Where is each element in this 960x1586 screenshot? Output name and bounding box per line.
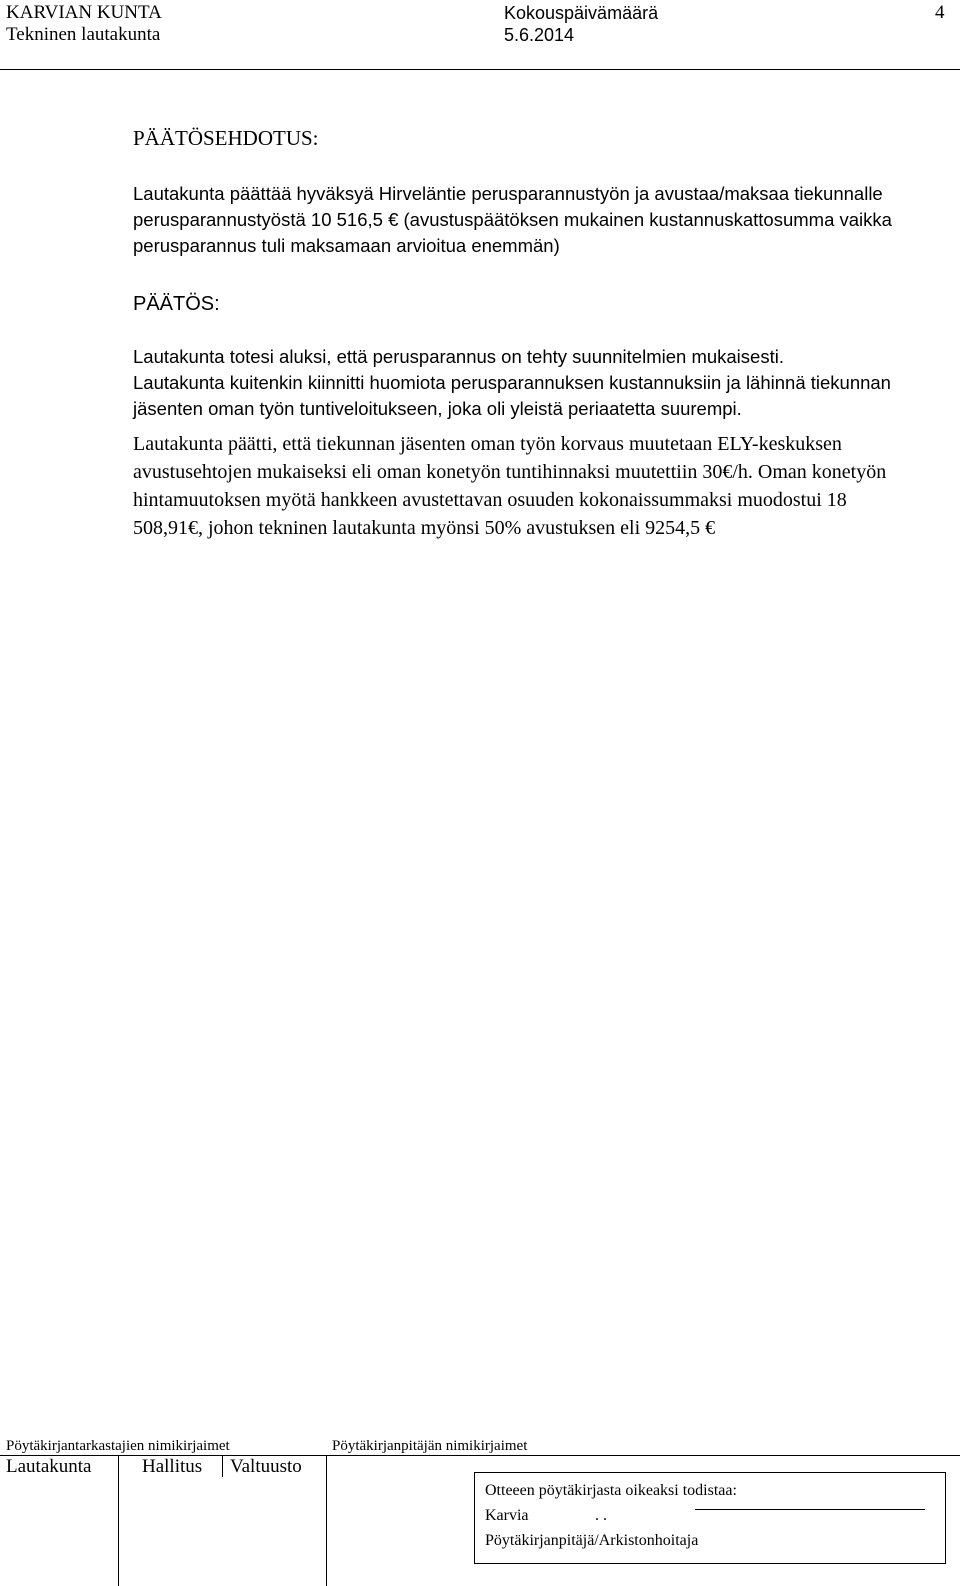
signature-line [695, 1509, 925, 1510]
decision-paragraph-1: Lautakunta totesi aluksi, että perusparannus on tehty suunnitelmien mukaisesti. [133, 346, 784, 367]
proposal-text [133, 181, 893, 259]
footer-cell-valtuusto: Valtuusto [230, 1456, 302, 1477]
footer-divider-2 [222, 1455, 223, 1477]
proposal-heading: PÄÄTÖSEHDOTUS: [133, 126, 319, 150]
certificate-place: Karvia [485, 1507, 529, 1524]
certificate-box [474, 1472, 946, 1564]
footer-cell-hallitus: Hallitus [142, 1456, 203, 1477]
decision-paragraph-2: Lautakunta kuitenkin kiinnitti huomiota perusparannuksen kustannuksiin ja lähinnä tiekunnan jäsenten oman työn tuntiveloitukseen, joka oli yleistä periaatetta suurempi. [133, 372, 891, 419]
decision-text-1 [133, 344, 933, 422]
footer-divider-3 [326, 1455, 327, 1586]
footer-cell-lautakunta: Lautakunta [6, 1456, 92, 1477]
footer-divider-1 [118, 1455, 119, 1586]
certificate-role: Pöytäkirjanpitäjä/Arkistonhoitaja [485, 1532, 699, 1549]
header-divider [0, 69, 960, 70]
proposal-paragraph: Lautakunta päättää hyväksyä Hirveläntie perusparannustyön ja avustaa/maksaa tiekunnalle perusparannustyöstä 10 516,5 € (avustuspäätöksen mukainen kustannuskattosumma vaikka perusparannus tuli maksamaan arvioitua enemmän) [133, 183, 892, 256]
decision-heading: PÄÄTÖS: [133, 293, 220, 315]
certificate-date-dots: . . [595, 1507, 607, 1524]
meeting-date: 5.6.2014 [504, 25, 575, 45]
decision-text-2 [133, 430, 913, 542]
org-name: KARVIAN KUNTA [6, 2, 162, 23]
committee-name: Tekninen lautakunta [6, 24, 161, 45]
certificate-text: Otteeen pöytäkirjasta oikeaksi todistaa: [485, 1482, 737, 1499]
meeting-date-label: Kokouspäivämäärä [504, 3, 659, 23]
checkers-initials-label: Pöytäkirjantarkastajien nimikirjaimet [6, 1438, 230, 1454]
decision-paragraph-3: Lautakunta päätti, että tiekunnan jäsenten oman työn korvaus muutetaan ELY-keskuksen avustusehtojen mukaiseksi eli oman konetyön tuntihinnaksi muutettiin 30€/h. Oman konetyön hintamuutoksen myötä hankkeen avustettavan osuuden kokonaissummaksi muodostui 18 508,91€, johon tekninen lautakunta myönsi 50% avustuksen eli 9254,5 € [133, 433, 887, 539]
page-number: 4 [935, 2, 945, 23]
secretary-initials-label: Pöytäkirjanpitäjän nimikirjaimet [332, 1438, 528, 1454]
